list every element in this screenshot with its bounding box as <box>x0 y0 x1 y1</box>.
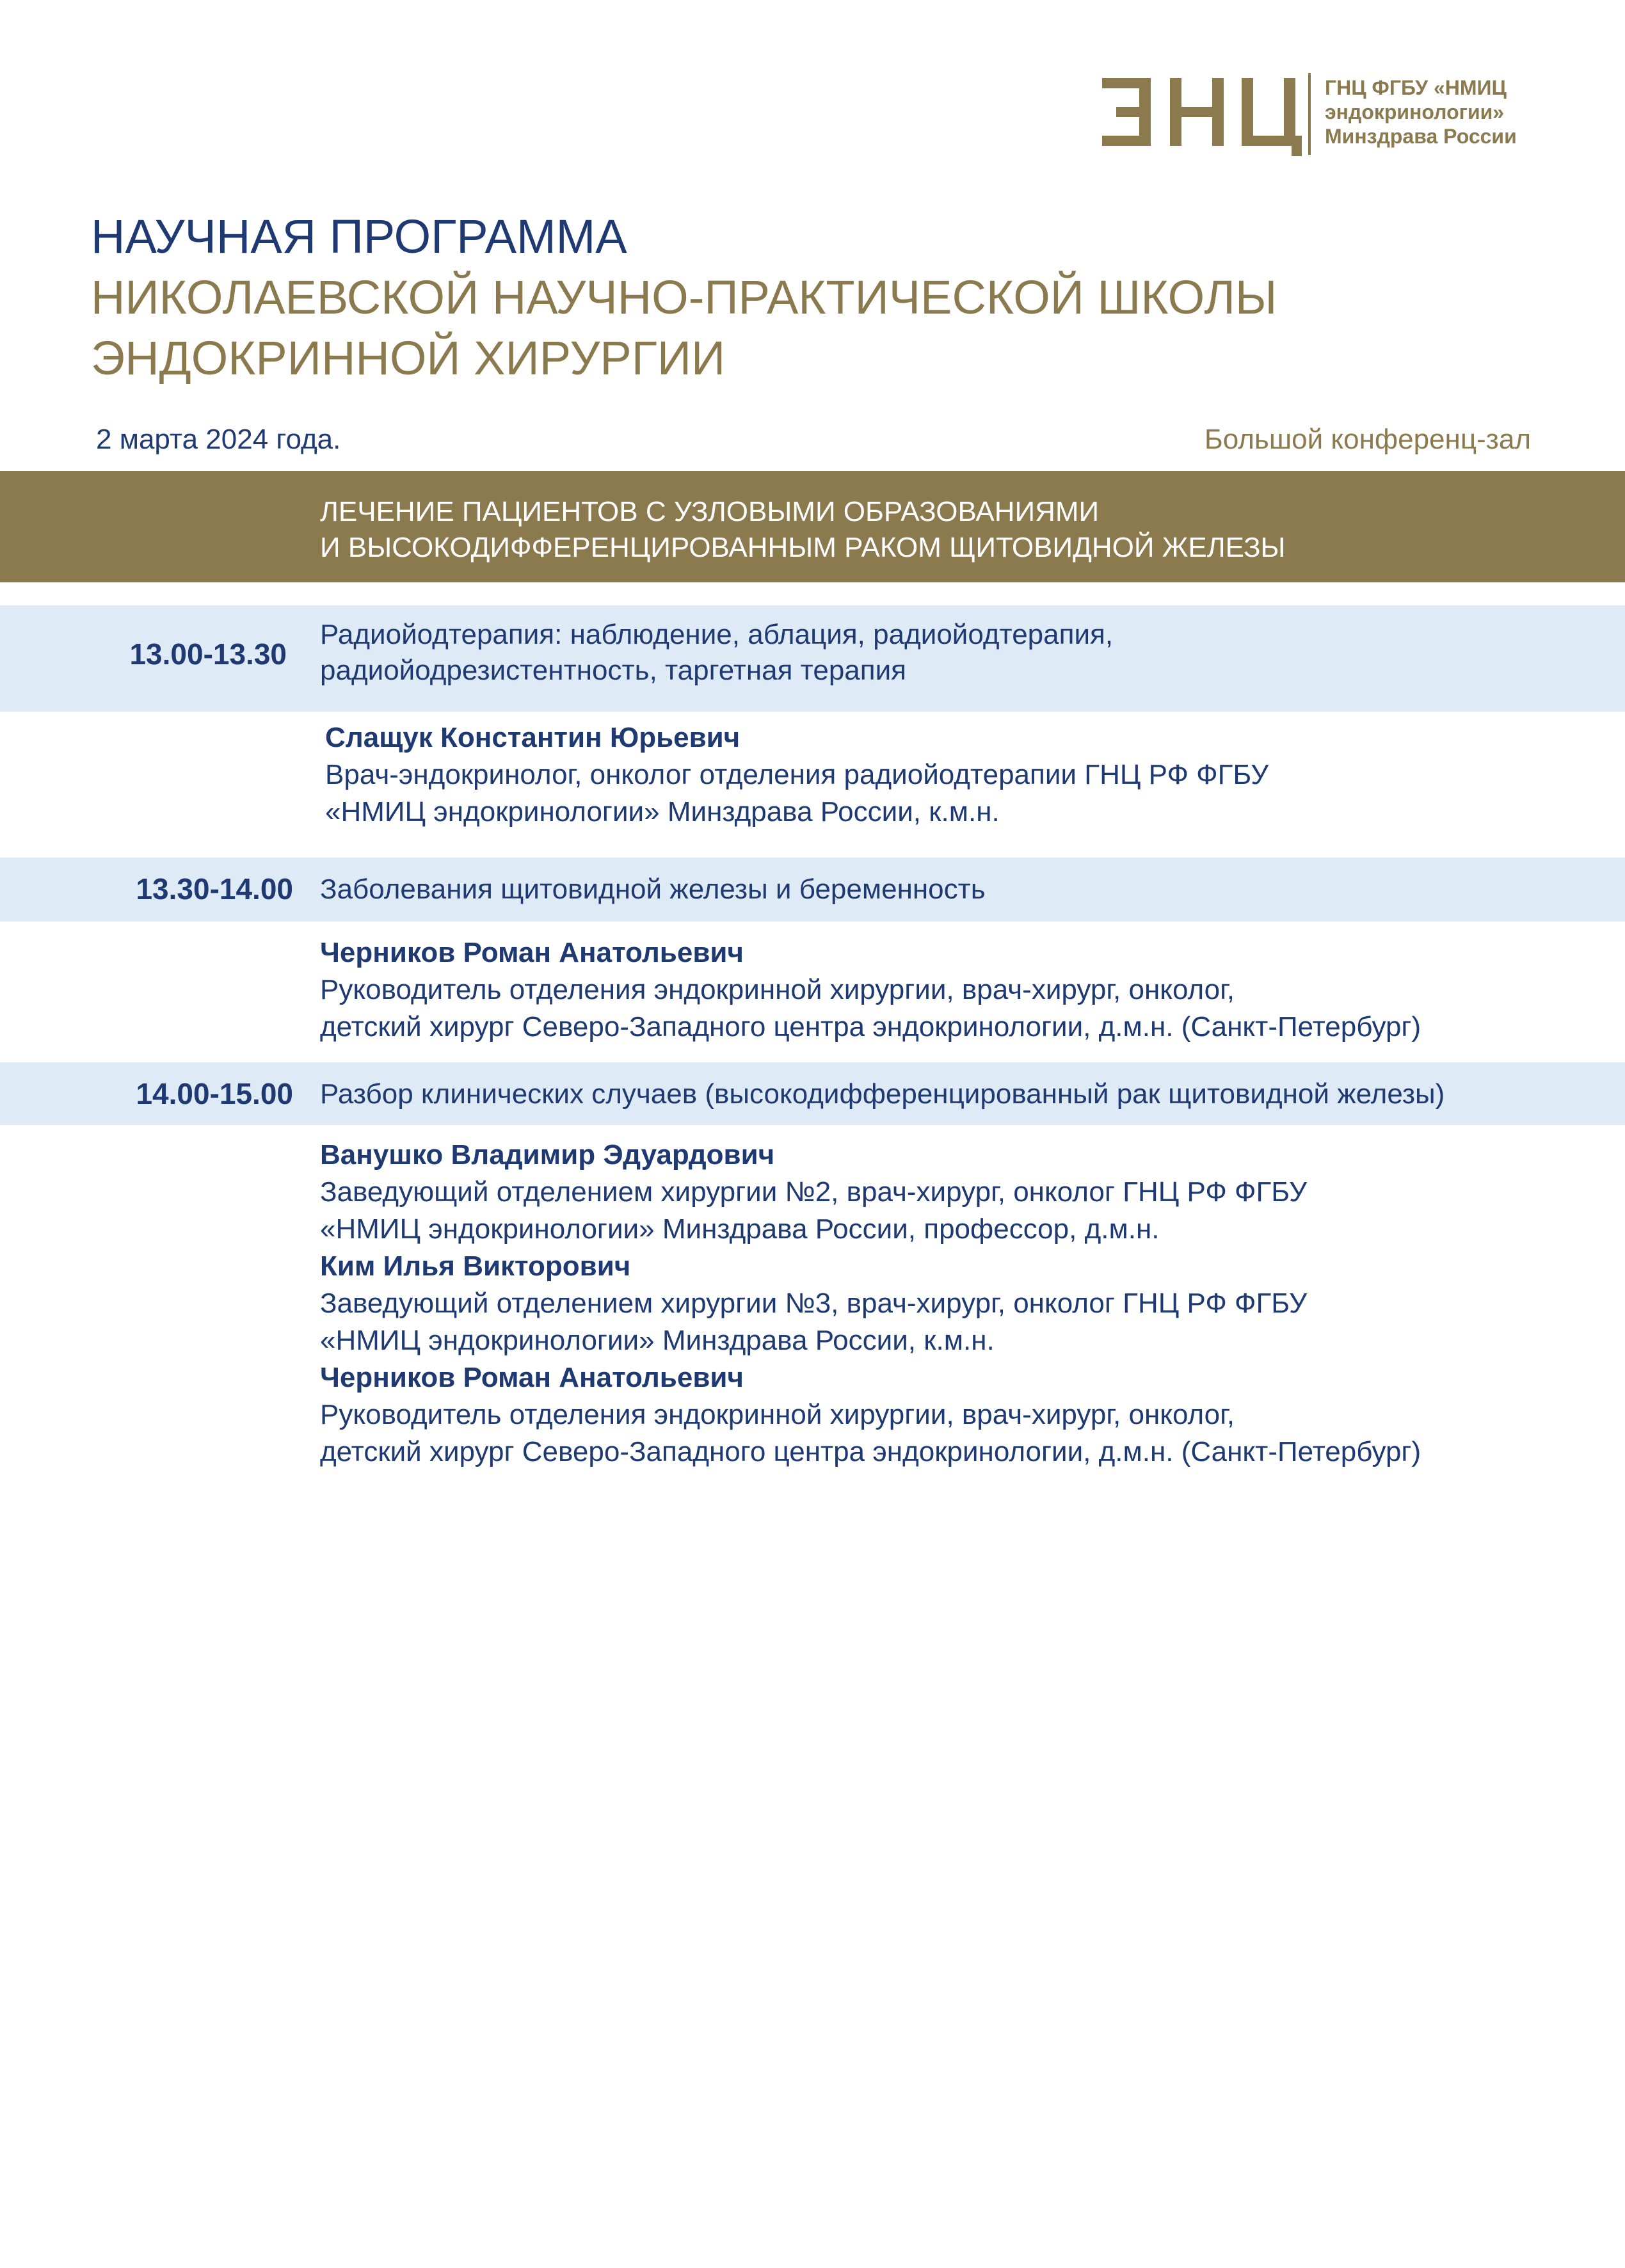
speaker-description: Заведующий отделением хирургии №2, врач-хирург, онколог ГНЦ РФ ФГБУ <box>320 1176 1308 1208</box>
logo-line: ГНЦ ФГБУ «НМИЦ <box>1325 76 1507 99</box>
session-topic <box>320 872 986 907</box>
speaker-description: «НМИЦ эндокринологии» Минздрава России, к.м.н. <box>320 1325 995 1356</box>
title-line-3: ЭНДОКРИННОЙ ХИРУРГИИ <box>91 331 726 385</box>
speaker-name: Ким Илья Викторович <box>320 1250 631 1282</box>
session-topic <box>320 617 1113 689</box>
speaker-name: Черников Роман Анатольевич <box>320 1362 744 1393</box>
speaker-description: Руководитель отделения эндокринной хирургии, врач-хирург, онколог, <box>320 1399 1235 1430</box>
logo-organization-name <box>1325 76 1517 148</box>
topic-line: Разбор клинических случаев (высокодифференцированный рак щитовидной железы) <box>320 1078 1445 1110</box>
speaker-description: Врач-эндокринолог, онколог отделения радиойодтерапии ГНЦ РФ ФГБУ <box>325 759 1269 790</box>
speaker-entry <box>325 719 1269 831</box>
speaker-description: «НМИЦ эндокринологии» Минздрава России, профессор, д.м.н. <box>320 1213 1160 1245</box>
event-date: 2 марта 2024 года. <box>96 424 341 455</box>
section-banner <box>0 471 1625 582</box>
topic-line: Радиойодтерапия: наблюдение, аблация, радиойодтерапия, <box>320 619 1114 650</box>
title-line-2: НИКОЛАЕВСКОЙ НАУЧНО-ПРАКТИЧЕСКОЙ ШКОЛЫ <box>91 271 1277 324</box>
page-title <box>91 206 1277 388</box>
session-time: 13.30-14.00 <box>136 872 293 906</box>
topic-line: радиойодрезистентность, таргетная терапия <box>320 655 906 686</box>
speaker-name: Слащук Константин Юрьевич <box>325 722 740 753</box>
speaker-description: Заведующий отделением хирургии №3, врач-хирург, онколог ГНЦ РФ ФГБУ <box>320 1288 1308 1319</box>
speaker-description: Руководитель отделения эндокринной хирургии, врач-хирург, онколог, <box>320 974 1235 1005</box>
speaker-description: «НМИЦ эндокринологии» Минздрава России, к.м.н. <box>325 796 1000 827</box>
organization-logo <box>1100 69 1548 159</box>
session-time: 14.00-15.00 <box>136 1077 293 1110</box>
logo-line: эндокринологии» <box>1325 100 1505 124</box>
speaker-name: Ванушко Владимир Эдуардович <box>320 1139 775 1170</box>
logo-line: Минздрава России <box>1325 125 1517 148</box>
speaker-list <box>320 1137 1421 1471</box>
session-topic <box>320 1076 1445 1112</box>
speaker-entry <box>320 934 1421 1046</box>
speaker-description: детский хирург Северо-Западного центра эндокринологии, д.м.н. (Санкт-Петербург) <box>320 1011 1421 1042</box>
title-line-1: НАУЧНАЯ ПРОГРАММА <box>91 210 627 263</box>
event-venue: Большой конференц-зал <box>1204 424 1531 455</box>
session-time: 13.00-13.30 <box>129 637 287 671</box>
speaker-name: Черников Роман Анатольевич <box>320 937 744 968</box>
topic-line: Заболевания щитовидной железы и беременность <box>320 874 986 905</box>
section-title-line-1: ЛЕЧЕНИЕ ПАЦИЕНТОВ С УЗЛОВЫМИ ОБРАЗОВАНИЯМИ <box>320 496 1100 527</box>
logo-divider <box>1308 73 1311 155</box>
enc-logo-mark-icon <box>1100 69 1304 159</box>
section-title-line-2: И ВЫСОКОДИФФЕРЕНЦИРОВАННЫМ РАКОМ ЩИТОВИДНОЙ ЖЕЛЕЗЫ <box>320 532 1286 563</box>
speaker-description: детский хирург Северо-Западного центра эндокринологии, д.м.н. (Санкт-Петербург) <box>320 1436 1421 1467</box>
